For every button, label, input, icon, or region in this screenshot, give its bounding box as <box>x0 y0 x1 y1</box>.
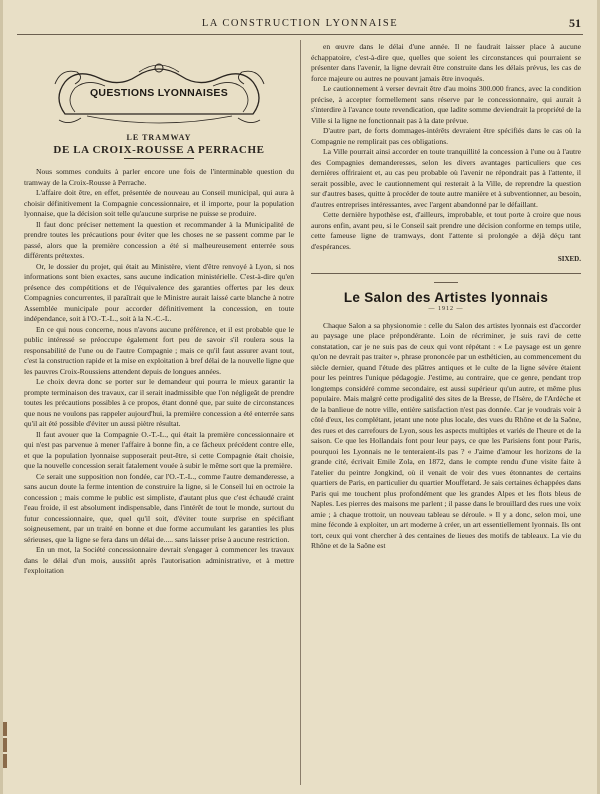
paragraph: En un mot, la Société concessionnaire devrait s'engager à commencer les travaux dans le délai d'un mois, aussitôt après l'autorisation administrative, et à mettre l'exploitation <box>24 545 294 575</box>
paragraph: L'affaire doit être, en effet, présentée de nouveau au Conseil municipal, qui aura à choisir définitivement la Compagnie concessionnaire, et il importe, pour la population lyonnaise, que la décision soit telle qu'aucune surprise ne puisse se produire. <box>24 188 294 218</box>
paragraph: La Ville pourrait ainsi accorder en toute tranquillité la concession à l'une ou à l'autre des Compagnies demanderesses, selon les divers avantages particuliers que ces dernières offriraient et, au cas peu probable où l'avenir ne répondrait pas à l'attente, il serait possible, avec le cautionnement qui resterait à la Ville, de reprendre la question sur d'autres bases, quitte à procéder de toute autre manière et à subventionner, au besoin, d'autres entreprises intéressantes, avec l'argent abandonné par le défaillant. <box>311 147 581 209</box>
page-header <box>17 14 583 35</box>
paragraph: Le cautionnement à verser devrait être d'au moins 300.000 francs, avec la condition précise, à accepter formellement sans réserve par le concessionnaire, qui aurait à s'interdire à l'avance toute revendication, que ladite somme deviendrait la propriété de la Ville si la ligne ne fonctionnait pas à la date prévue. <box>311 84 581 125</box>
short-rule <box>434 282 458 283</box>
section-rule <box>311 273 581 274</box>
title-rule <box>124 158 194 159</box>
author-signature: SIXED. <box>557 255 581 263</box>
paragraph: en œuvre dans le délai d'une année. Il ne faudrait laisser place à aucune échappatoire, c'est-à-dire que, quelles que soient les circonstances qui pourraient se présenter dans l'avenir, la ligne devrait être construite dans les délais prévus, les cas de force majeure ou autres ne pouvant jamais être invoqués. <box>311 42 581 83</box>
paragraph: Chaque Salon a sa physionomie : celle du Salon des artistes lyonnais est d'accorder au paysage une place prépondérante. Loin de récriminer, je suis ravi de cette constatation, car je ne suis pas de ceux qui vont répétant : « Le paysage est un genre qu'on ne devrait pas traiter », phrase prononcée par un esthéticien, au commencement du siècle dernier, quand l'étude des plâtres antiques et le culte de la ligne sévère étaient pour les peintres l'unique pédagogie. J'estime, au contraire, que ce genre, pendant trop longtemps considéré comme secondaire, est aussi supérieur qu'un autre, et même plus populaire. Mais malgré cette prodigalité des sites de la Bresse, de l'Isère, de l'Ardèche et de la banlieue de notre ville, entière satisfaction n'est pas donnée. Car je voudrais voir à côté d'eux, les complétant, jetant une note plus locale, des vues du Rhône et de la Saône, des rues et des carrefours de Lyon, sous les aspects multiples et variés de l'heure et de la saison. Ce que les Hollandais font pour leur pays, ce que les Parisiens font pour Paris, pourquoi les Lyonnais ne le tenteraient-ils pas ? « J'aime d'amour les horizons de la grande cité, écrivait Emile Zola, en 1872, dans le compte rendu d'une visite faite à l'atelier du peintre Jongkind, où il venait de voir des vues étonnantes de certains quartiers de Paris, en particulier du quartier Mouffetard. Je sais certaines échappées dans Paris qui me touchent plus profondément que les grandes Alpes et les flots bleus de Naples. Les pierres des maisons me parlent ; il passe dans le brouillard des rues une voix amie ; à chaque trottoir, un nouveau tableau se déroule. » Il y a donc, selon moi, une mine féconde à exploiter, un art moderne à créer, un art essentiellement lyonnais. Ils ont tort, ceux qui vont chercher à des centaines de lieues des motifs de tableaux. La vie du Rhône et de la Saône est <box>311 320 581 550</box>
paragraph: Or, le dossier du projet, qui était au Ministère, vient d'être renvoyé à Lyon, si nos informations sont bien exactes, sans aucune indication ministérielle. C'est-à-dire qu'en présence des compétitions et de l'équivalence des garanties offertes par les deux Compagnies concurrentes, il paraîtrait que le Ministre aurait laissé carte blanche à notre Assemblée municipale pour accorder définitivement la concession, en toute indépendance, soit à l'O.-T.-L., soit à la N.-C.-L. <box>24 261 294 323</box>
header-title: LA CONSTRUCTION LYONNAISE <box>201 18 399 29</box>
section-banner <box>47 54 272 130</box>
column-divider <box>300 40 301 785</box>
paragraph: Cette dernière hypothèse est, d'ailleurs, improbable, et tout porte à croire que nous aurons enfin, avant peu, si le Conseil sait prendre une décision conforme en temps utile, cette fameuse ligne de tramways, dont l'attente si prolongée a déjà déçu tant d'espérances. <box>311 210 581 251</box>
section-byline: — 1912 — <box>428 306 464 312</box>
paragraph: Il faut donc préciser nettement la question et recommander à la Municipalité de prendre toutes les précautions pour éviter que les choses ne se passent comme par le passé, alors que la première concession a été si malheureusement enterrée sous différents prétextes. <box>24 219 294 260</box>
article-subtitle: LE TRAMWAY <box>126 133 192 142</box>
paragraph: Il faut avouer que la Compagnie O.-T.-L., qui était la première concessionnaire et qui n'est pas parvenue à mener l'affaire à bonne fin, a ce fâcheux précédent contre elle, et que la population lyonnaise supposerait peut-être, si cette Compagnie était choisie, que la nouvelle concession serait fatalement vouée à subir le même sort que la première. <box>24 429 294 470</box>
banner-title: QUESTIONS LYONNAISES <box>89 87 229 99</box>
left-column <box>24 42 294 577</box>
paragraph: Le choix devra donc se porter sur le demandeur qui pourra le mieux garantir la prompte terminaison des travaux, car il serait inadmissible que l'on négligeât de prendre toutes les précautions possibles à ce propos, étant donné que, par suite de circonstances que nous ne voulons pas rappeler aujourd'hui, la première concession a été enterrée sans qu'il ait été possible d'éviter un aussi piètre résultat. <box>24 377 294 428</box>
right-column <box>311 42 581 552</box>
page-number: 51 <box>569 16 581 30</box>
section-title: Le Salon des Artistes lyonnais <box>343 289 549 305</box>
article-title: DE LA CROIX-ROUSSE A PERRACHE <box>53 143 265 156</box>
paragraph: D'autre part, de forts dommages-intérêts devraient être spécifiés dans le cas où la Compagnie ne remplirait pas ces obligations. <box>311 126 581 146</box>
binding-edge <box>3 720 11 790</box>
paragraph: Nous sommes conduits à parler encore une fois de l'interminable question du tramway de la Croix-Rousse à Perrache. <box>24 167 294 187</box>
paragraph: En ce qui nous concerne, nous n'avons aucune préférence, et il est probable que le public intéressé se préoccupe également fort peu de savoir s'il roulera sous la responsabilité de l'une ou de l'autre Compagnie ; mais ce qu'il faut assurer avant tout, c'est la construction rapide et la mise en exploitation à bref délai de la nouvelle ligne que les pauvres Croix-Roussiens attendent depuis de longues années. <box>24 324 294 376</box>
paragraph: Ce serait une supposition non fondée, car l'O.-T.-L., comme l'autre demanderesse, a sans aucun doute la ferme intention de construire la ligne, si le Conseil lui en octroie la concession ; mais comme le public est simpliste, d'autant plus que c'est échaudé craint l'eau froide, il est absolument indispensable, dans l'intérêt de tout le monde, surtout du futur concessionnaire, que, quel qu'il soit, d'éviter toute surprise en spécifiant soigneusement, par un traité en bonne et due forme accumulant les garanties les plus sérieuses, que la ligne se fera dans un délai de..... sans laisser prise à aucune restriction. <box>24 471 294 544</box>
newspaper-page <box>3 0 597 794</box>
